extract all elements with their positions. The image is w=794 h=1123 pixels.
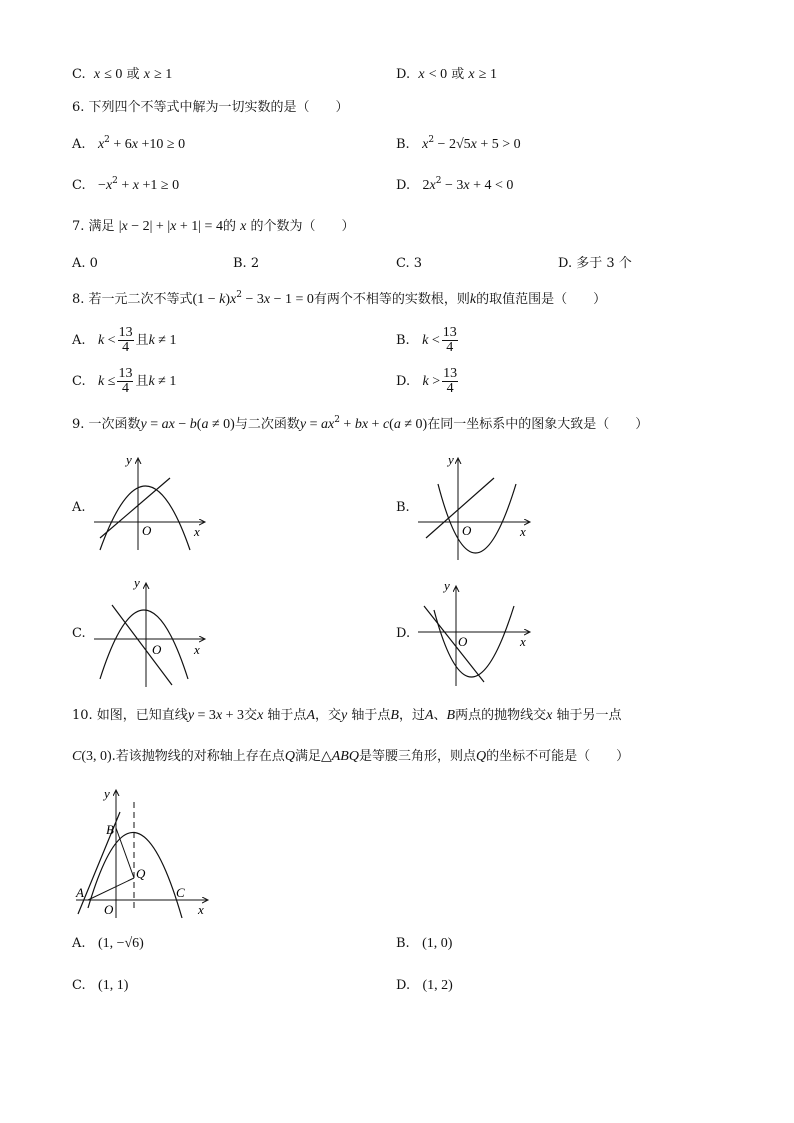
math-expr: ≤ 0 — [104, 67, 123, 82]
parabola — [88, 832, 182, 918]
and-text: 且 — [135, 333, 149, 348]
origin-label: O — [458, 634, 468, 649]
frac-den: 4 — [122, 340, 130, 355]
q9-suffix: 在同一坐标系中的图象大致是（ ） — [427, 417, 649, 432]
math-var: x — [257, 708, 264, 723]
option-letter: C. — [72, 978, 86, 993]
line — [424, 606, 484, 682]
frac-num: 13 — [443, 366, 458, 381]
graph-c — [90, 575, 215, 690]
q6-option-b: B. $x^2 - 2√5x + 5 > 0$ — [396, 134, 521, 152]
math-var: x — [546, 708, 553, 723]
fraction — [442, 326, 458, 355]
segment-bq — [116, 828, 134, 878]
math-var: y — [341, 708, 348, 723]
q10-figure — [70, 782, 220, 922]
q7-option-d: D. 多于 3 个 — [558, 256, 632, 271]
q6-stem: 6. 下列四个不等式中解为一切实数的是（ ） — [72, 100, 349, 115]
q6-option-a: A. $x^2 + 6x +10 \ge 0$ — [72, 134, 186, 152]
q6-option-c: C. $-x^2 + x +1 \ge 0$ — [72, 175, 180, 193]
and-text: 且 — [135, 374, 149, 389]
y-label: y — [134, 575, 140, 590]
origin-label: O — [462, 523, 472, 538]
q10-text: 轴于点 — [263, 708, 307, 723]
math-var: x — [468, 67, 475, 82]
option-letter: B. — [396, 137, 410, 152]
q7-suffix: 的个数为（ ） — [246, 219, 355, 234]
q8-option-a: A. k < $\frac{13}{4}$ 且k ≠ 1 — [72, 325, 177, 355]
math-expr: △ABQ — [320, 749, 359, 764]
q10-text: .若该抛物线的对称轴上存在点 — [111, 749, 285, 764]
fraction — [442, 367, 458, 396]
option-letter: A. — [72, 936, 86, 951]
option-letter: C. — [72, 374, 86, 389]
q10-option-c — [72, 977, 128, 995]
option-letter: D. — [396, 178, 411, 193]
math-var: Q — [475, 749, 487, 764]
q7-prefix: 7. 满足 — [72, 219, 115, 234]
q10-option-d — [396, 977, 453, 995]
math-expr: < 0 — [428, 67, 448, 82]
frac-den: 4 — [121, 381, 129, 396]
math-var: x — [93, 67, 101, 82]
parabola — [438, 484, 516, 553]
option-letter: D. — [396, 374, 411, 389]
origin-label: O — [152, 642, 162, 657]
option-letter: B. — [396, 333, 410, 348]
frac-den: 4 — [446, 340, 454, 355]
graph-a-letter: A. — [72, 500, 86, 515]
math-var: x — [418, 67, 425, 82]
math-expr: ≥ 1 — [478, 67, 497, 82]
q10-stem-line1: 10. 如图，已知直线y = 3x + 3交x 轴于点A，交y 轴于点B，过A、B两点的抛物线交x 轴于另一点 — [72, 708, 622, 723]
option-letter: C. — [72, 67, 86, 82]
q10-stem-line2 — [72, 748, 629, 766]
q7-stem: 7. 满足 |x − 2| + |x + 1| = 4的 x 的个数为（ ） — [72, 219, 355, 234]
y-label: y — [444, 578, 450, 593]
graph-a — [90, 450, 215, 555]
math-var: A — [424, 708, 434, 723]
x-label: x — [520, 524, 526, 539]
fraction — [118, 326, 134, 355]
line — [100, 478, 170, 538]
option-value: (1, 0) — [422, 936, 453, 951]
q10-text: 交 — [244, 708, 258, 723]
q7-option-c: C. 3 — [396, 256, 423, 271]
q10-option-a — [72, 935, 144, 953]
q9-text: 与二次函数 — [234, 417, 300, 432]
q8-suffix: 的取值范围是（ ） — [476, 292, 607, 307]
q6-option-d: D. $2x^2 - 3x + 4 < 0$ — [396, 175, 514, 193]
frac-num: 13 — [118, 325, 133, 340]
x-label: x — [520, 634, 526, 649]
graph-b-letter: B. — [396, 500, 410, 515]
q10-text: ，交 — [315, 708, 342, 723]
origin-label: O — [104, 902, 114, 917]
math-expr: (3, 0) — [81, 749, 112, 764]
option-value: (1, 1) — [98, 978, 129, 993]
x-label: x — [198, 902, 204, 917]
fraction — [117, 367, 133, 396]
q8-option-c: C. k ≤ $\frac{13}{4}$ 且k ≠ 1 — [72, 366, 177, 396]
q8-text: 有两个不相等的实数根，则 — [313, 292, 470, 307]
q10-prefix: 10. 如图，已知直线 — [72, 708, 188, 723]
q10-text: ，过 — [398, 708, 425, 723]
or-text: 或 — [451, 67, 465, 82]
math-var: B — [390, 708, 399, 723]
option-value: (1, −√6) — [97, 936, 144, 951]
option-letter: B. — [396, 936, 410, 951]
q8-option-b: B. k < $\frac{13}{4}$ — [396, 325, 457, 355]
math-var: x — [240, 219, 247, 234]
q7-option-b: B. 2 — [233, 256, 260, 271]
graph-d — [412, 578, 537, 690]
y-label: y — [126, 452, 132, 467]
graph-d-letter: D. — [396, 626, 411, 641]
q7-text: 的 — [222, 219, 236, 234]
segment-aq — [88, 878, 134, 900]
q10-suffix: 的坐标不可能是（ ） — [486, 749, 630, 764]
q7-option-a: A. 0 — [72, 256, 98, 271]
q10-text: 轴于另一点 — [552, 708, 622, 723]
graph-c-letter: C. — [72, 626, 86, 641]
q9-prefix: 9. 一次函数 — [72, 417, 141, 432]
option-letter: A. — [72, 137, 86, 152]
label-a: A — [76, 885, 84, 900]
q10-text: 两点的抛物线交 — [455, 708, 547, 723]
x-label: x — [194, 642, 200, 657]
label-c: C — [176, 885, 185, 900]
line — [112, 605, 172, 685]
math-var: x — [143, 67, 150, 82]
option-letter: C. — [72, 178, 86, 193]
parabola — [100, 486, 190, 550]
label-b: B — [106, 822, 114, 837]
y-label: y — [104, 786, 110, 801]
parabola — [434, 606, 514, 677]
y-label: y — [448, 452, 454, 467]
option-letter: D. — [396, 67, 411, 82]
parabola — [100, 610, 188, 679]
frac-num: 13 — [442, 325, 457, 340]
q10-text: 满足 — [294, 749, 321, 764]
frac-den: 4 — [446, 381, 454, 396]
graph-b — [412, 450, 537, 562]
math-expr: ≥ 1 — [154, 67, 173, 82]
q8-stem: 8. 若一元二次不等式$(1 - k)x^2 - 3x - 1 = 0$有两个不相等的实数根，则k的取值范围是（ ） — [72, 289, 607, 307]
option-letter: A. — [72, 333, 86, 348]
q10-text: 是等腰三角形，则点 — [358, 749, 476, 764]
frac-num: 13 — [118, 366, 133, 381]
or-text: 或 — [126, 67, 140, 82]
math-var: A — [306, 708, 315, 723]
line — [426, 478, 494, 538]
origin-label: O — [142, 523, 152, 538]
q9-stem: 9. 一次函数y = ax − b(a ≠ 0)与二次函数$y = ax^2$ + bx + c(a ≠ 0)在同一坐标系中的图象大致是（ ） — [72, 414, 649, 432]
q10-text: 轴于点 — [347, 708, 391, 723]
option-letter: D. — [396, 978, 411, 993]
math-var: C — [72, 749, 82, 764]
label-q: Q — [136, 866, 146, 881]
math-var: Q — [284, 749, 295, 764]
math-var: k — [469, 292, 477, 307]
q8-option-d: D. k > $\frac{13}{4}$ — [396, 366, 458, 396]
q8-prefix: 8. 若一元二次不等式 — [72, 292, 193, 307]
option-value: (1, 2) — [422, 978, 453, 993]
x-label: x — [194, 524, 200, 539]
q5-option-d — [396, 66, 497, 84]
q10-text: 、 — [433, 708, 447, 723]
q5-option-c — [72, 66, 172, 84]
q10-option-b — [396, 935, 452, 953]
math-var: B — [446, 708, 456, 723]
